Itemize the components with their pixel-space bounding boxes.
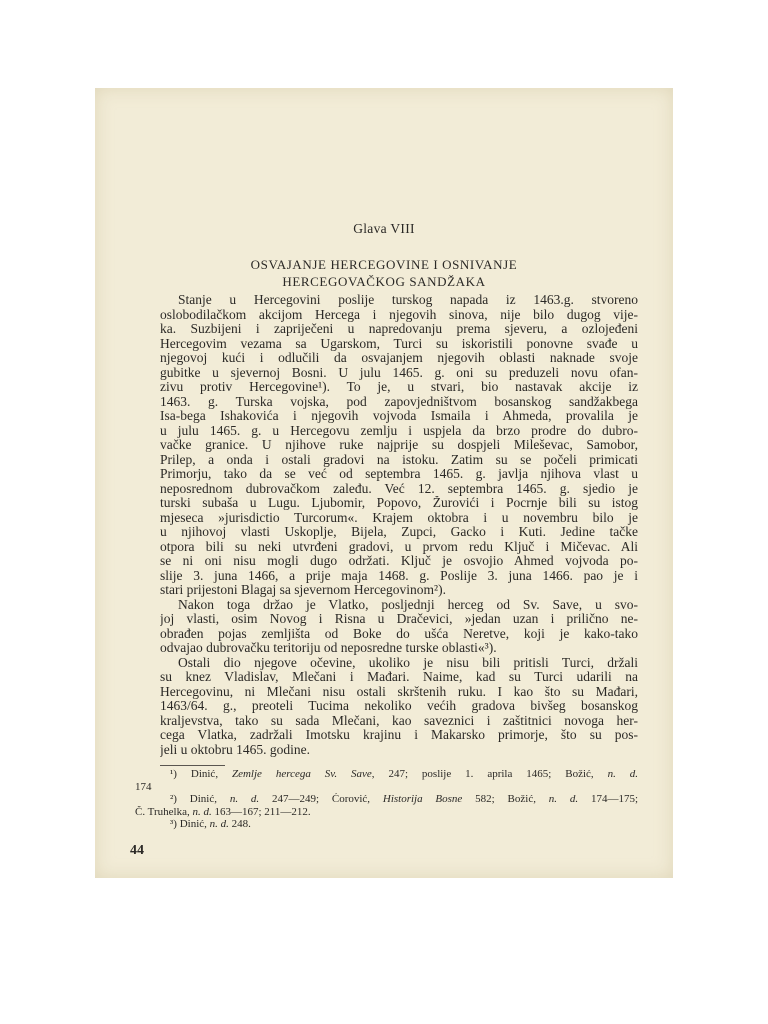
text-line: oslobodilačkom akcijom Hercega i njegovih sinova, nije bilo dugog vije- [160, 307, 638, 322]
text-line: Prilep, a onda i ostali gradovi na istoku. Zatim su se počeli primicati [160, 452, 638, 467]
footnote-text: ¹) Dinić, [170, 768, 232, 780]
footnote-italic-text: Historija Bosne [382, 793, 463, 805]
text-line: obrađen pojas zemljišta od Boke do ušća Neretve, koji je kako-tako [160, 626, 638, 641]
footnote-text: ³) Dinić, [170, 818, 210, 830]
footnote-italic-text: n. d. [229, 793, 260, 805]
text-line: njegovoj kući i odlučili da osvajanjem njegovih oblasti naknade svoje [160, 351, 638, 365]
text-line: Primorju, tako da se već od septembra 1465. g. javlja njihova vlast u [160, 467, 638, 481]
text-line: joj vlasti, osim Novog i Risna u Dračevici, »jedan uzan i prilično ne- [160, 612, 638, 626]
footnote [135, 793, 638, 818]
text-line: otpora bili su neki utvrđeni gradovi, u prvom redu Ključ i Mičevac. Ali [160, 539, 638, 554]
text-line: Hercegovinu, ni Mlečani nisu ostali skrštenih ruku. I kao što su Mađari, [160, 684, 638, 699]
footnote [135, 818, 638, 831]
footnote-text: 247—249; Ćorović, [259, 793, 383, 805]
paragraph [160, 293, 638, 598]
footnote-line [135, 768, 638, 781]
text-line: Ostali dio njegove očevine, ukoliko je nisu bili pritisli Turci, držali [178, 655, 638, 670]
text-line: neposrednom dubrovačkom zaleđu. Već 12. septembra 1465. g. sjedio je [160, 481, 638, 496]
text-line: odvajao dubrovačku teritoriju od neposredne turske oblasti«³). [160, 641, 497, 655]
text-line: Hercegovim vezama sa Ugarskom, Turci su iskoristili ponovne svađe u [160, 336, 638, 351]
footnote-italic-text: n. d. [209, 818, 229, 830]
chapter-title-line: HERCEGOVAČKOG SANDŽAKA [282, 274, 486, 289]
footnote-italic-text: n. d. [548, 793, 579, 805]
text-line: 1463/64. g., preoteli Tucima nekoliko većih gradova bivšeg bosanskog [160, 699, 638, 713]
footnote-italic-text: n. d. [192, 805, 212, 818]
text-line: cega Vlatka, zadržali Imotsku krajinu i Makarsko primorje, što su pos- [160, 728, 638, 742]
text-line: Isa-bega Ishakovića i njegovih vojvoda Ismaila i Ahmeda, provalila je [160, 409, 638, 423]
book-page [95, 88, 673, 878]
footnotes [135, 768, 638, 831]
text-line: mjeseca »jurisdictio Turcorum«. Krajem oktobra i u novembru bilo je [160, 510, 638, 525]
footnote [135, 768, 638, 793]
text-line: u julu 1465. g. u Hercegovu zemlju i uspjela da brzo prodre do dubro- [160, 423, 638, 438]
page-number: 44 [130, 843, 144, 858]
footnote-line [135, 806, 638, 819]
text-line: se ni oni nisu mogli dugo održati. Ključ je osvojio Ahmed vojvoda po- [160, 554, 638, 568]
footnote-text: 582; Božić, [462, 793, 549, 805]
chapter-number: Glava VIII [353, 221, 415, 236]
text-line: slije 3. juna 1466, a prije maja 1468. g. Poslije 3. juna 1466. pao je i [160, 568, 638, 583]
text-line: kraljevstva, tako su sada Mlečani, kao saveznici i zaštitnici novoga her- [160, 713, 638, 728]
footnote-line [135, 793, 638, 806]
text-line: Stanje u Hercegovini poslije turskog napada iz 1463.g. stvoreno [178, 293, 638, 307]
text-line: gubitke u sjevernoj Bosni. U julu 1465. g. oni su preduzeli novu ofan- [160, 365, 638, 380]
footnote-text: 174 [135, 780, 152, 793]
paragraph [160, 656, 638, 758]
text-line: stari prijestoni Blagaj sa sjevernom Hercegovinom²). [160, 583, 446, 597]
footnote-italic-text: Zemlje hercega Sv. Save [231, 768, 372, 780]
text-line: ka. Suzbijeni i zapriječeni u napredovanju prema sjeveru, a ozlojeđeni [160, 322, 638, 336]
footnote-divider [160, 765, 225, 766]
footnote-text: , 247; poslije 1. aprila 1465; Božić, [371, 768, 608, 780]
footnote-text: Č. Truhelka, [135, 805, 193, 818]
text-line: su knez Vladislav, Mlečani i Mađari. Naime, kad su Turci udarili na [160, 670, 638, 684]
text-line: jeli u oktobru 1465. godine. [160, 742, 310, 757]
footnote-text: 174—175; [578, 793, 638, 805]
footnote-text: ²) Dinić, [170, 793, 230, 805]
chapter-title-line: OSVAJANJE HERCEGOVINE I OSNIVANJE [250, 257, 518, 272]
footnote-text: 163—167; 211—212. [211, 805, 311, 818]
body-text [160, 293, 638, 757]
footnote-italic-text: n. d. [607, 768, 638, 780]
text-line: 1463. g. Turska vojska, pod zapovjedništvom bosanskog sandžakbega [160, 394, 638, 409]
text-line: u njihovoj vlasti Uskoplje, Bijela, Zupci, Gacko i Kuti. Jedine tačke [160, 525, 638, 539]
footnote-line [135, 781, 638, 794]
text-line: Nakon toga držao je Vlatko, posljednji herceg od Sv. Save, u svo- [178, 597, 638, 612]
chapter-title [95, 256, 673, 290]
text-line: turski subaša u Lugu. Ljubomir, Popovo, Žurovići i Pocrnje bili su istog [160, 496, 638, 510]
paragraph [160, 598, 638, 656]
text-line: zivu protiv Hercegovine¹). To je, u stvari, bio nastavak akcije iz [160, 380, 638, 394]
footnote-line [135, 818, 638, 831]
footnote-text: 248. [228, 818, 251, 830]
text-line: vačke granice. U njihove ruke najprije su dospjeli Mileševac, Samobor, [160, 438, 638, 452]
